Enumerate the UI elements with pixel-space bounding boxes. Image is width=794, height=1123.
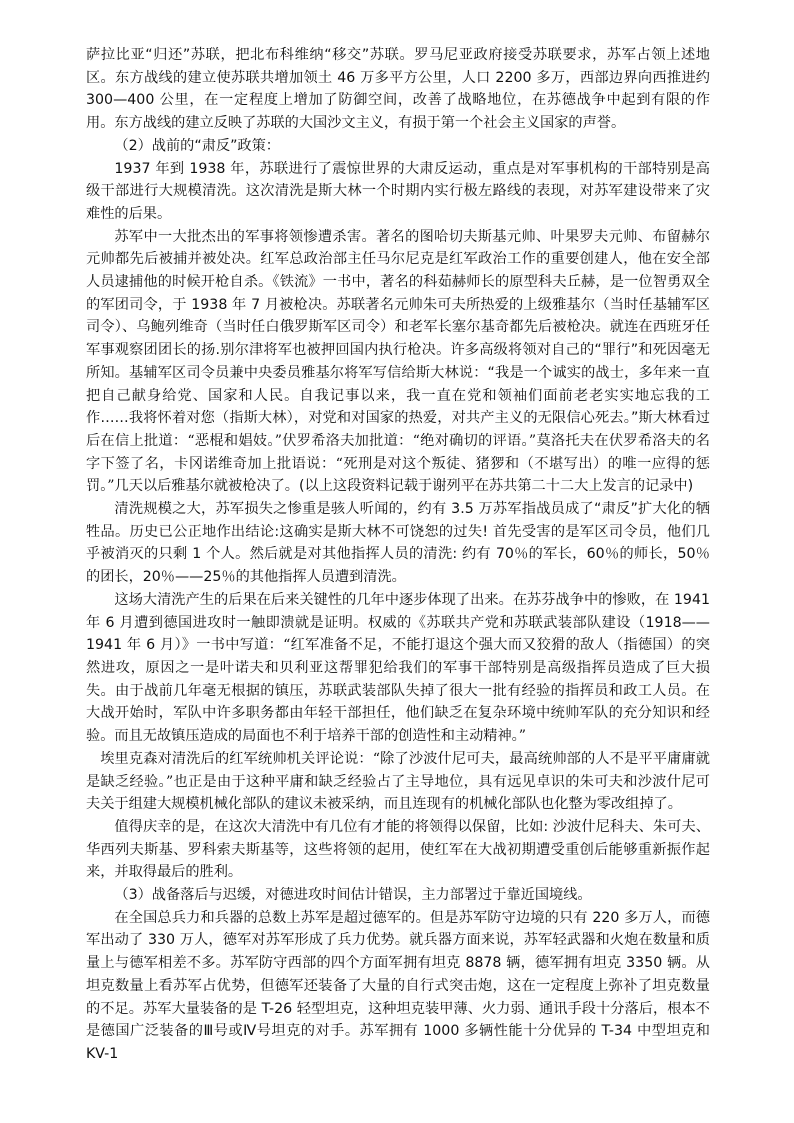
body-text: 也正是由于这种平庸和缺乏经验占了主导地位，具有远见卓识的朱可夫和沙波什尼可夫关于组建大规模机械化部队的建议未被采纳，而且连现有的机械化部队也化整为零改组掉了。 — [86, 773, 710, 813]
body-text: 这场大清洗产生的后果在后来关键性的几年中逐步体现了出来。在苏芬战争中的惨败，在 1941 年 6 月遭到德国进攻时一触即溃就是证明。权威的《苏联共产党和苏联武装部队建设（1918——1941 年 6 月）》一书中写道： — [86, 591, 710, 654]
paragraph-7 — [86, 816, 710, 884]
body-text: （3）战备落后与迟缓，对德进攻时间估计错误，主力部署过于靠近国境线。 — [114, 887, 592, 904]
paragraph-6 — [86, 748, 710, 816]
paragraph-9 — [86, 907, 710, 1066]
paragraph-1 — [86, 135, 710, 158]
paragraph-4 — [86, 498, 710, 589]
body-text: （2）战前的“肃反”政策： — [114, 137, 280, 154]
quoted-text: “绝对确切的评语。”莫洛托夫在伏罗希洛夫的名字下签了名，卡冈诺维奇加上批语说：“死刑是对这个叛徒、猪猡和（不堪写出）的唯一应得的惩罚。” — [86, 432, 710, 495]
paragraph-0 — [86, 44, 710, 135]
paragraph-8 — [86, 884, 710, 907]
paragraph-5 — [86, 589, 710, 748]
quoted-text: “红军准备不足，不能打退这个强大而又狡猾的敌人（指德国）的突然进攻，原因之一是叶诺夫和贝利亚这帮罪犯给我们的军事干部特别是高级指挥员造成了巨大损失。由于战前几年毫无根据的镇压，苏联武装部队失掉了很大一批有经验的指挥员和政工人员。在大战开始时，军队中许多职务都由年轻干部担任，他们缺乏在复杂环境中统帅军队的充分知识和经验。而且无故镇压造成的局面也不利于培养干部的创造性和主动精神。” — [86, 637, 710, 745]
body-text: 苏军中一大批杰出的军事将领惨遭杀害。著名的图哈切夫斯基元帅、叶果罗夫元帅、布留赫尔元帅都先后被捕并被处决。红军总政治部主任马尔尼克是红军政治工作的重要创建人，他在安全部人员逮捕他的时候开枪自杀。《铁流》一书中，著名的科茹赫师长的原型科夫丘赫，是一位智勇双全的军团司令，于 1938 年 7 月被枪决。苏联著名元帅朱可夫所热爱的上级雅基尔（当时任基辅军区司令）、乌鲍列维奇（当时任白俄罗斯军区司令）和老军长塞尔基奇都先后被枪决。就连在西班牙任军事观察团团长的扬.别尔津将军也被押回国内执行枪决。许多高级将领对自己的“罪行”和死因毫无所知。基辅军区司令员兼中央委员雅基尔将军写信给斯大林说：“我是一个诚实的战士，多年来一直把自己献身给党、国家和人民。自我记事以来，我一直在党和领袖们面前老老实实地忘我的工作……我将怀着对您（指斯大林），对党和对国家的热爱，对共产主义的无限信心死去。”斯大林看过后在信上批道： — [86, 228, 710, 449]
quoted-text: “恶棍和娼妓。” — [187, 432, 282, 449]
body-text: 几天以后雅基尔就被枪决了。(以上这段资料记载于谢列平在苏共第二十二大上发言的记录中) — [114, 478, 694, 495]
document-page — [86, 44, 710, 1066]
body-text: 伏罗希洛夫加批道： — [281, 432, 413, 449]
body-text: 萨拉比亚“归还”苏联，把北布科维纳“移交”苏联。罗马尼亚政府接受苏联要求，苏军占领上述地区。东方战线的建立使苏联共增加领土 46 万多平方公里，人口 2200 多万，西部边界向西推进约 300—400 公里，在一定程度上增加了防御空间，改善了战略地位，在苏德战争中起到有限的作用。东方战线的建立反映了苏联的大国沙文主义，有损于第一个社会主义国家的声誉。 — [86, 47, 710, 132]
body-text: 1937 年到 1938 年，苏联进行了震惊世界的大肃反运动，重点是对军事机构的干部特别是高级干部进行大规模清洗。这次清洗是斯大林一个时期内实行极左路线的表现，对苏军建设带来了灾难性的后果。 — [86, 160, 710, 222]
quoted-text: “除了沙波什尼可夫，最高统帅部的人不是平平庸庸就是缺乏经验。” — [86, 750, 710, 790]
paragraph-2 — [86, 158, 710, 226]
paragraph-3 — [86, 226, 710, 498]
body-text: 值得庆幸的是，在这次大清洗中有几位有才能的将领得以保留，比如: 沙波什尼科夫、朱可夫、华西列夫斯基、罗科索夫斯基等，这些将领的起用，使红军在大战初期遭受重创后能够重新振作起来，并取得最后的胜利。 — [86, 818, 710, 881]
body-text: 在全国总兵力和兵器的总数上苏军是超过德军的。但是苏军防守边境的只有 220 多万人，而德军出动了 330 万人，德军对苏军形成了兵力优势。就兵器方面来说，苏军轻武器和火炮在数量和质量上与德军相差不多。苏军防守西部的四个方面军拥有坦克 8878 辆，德军拥有坦克 3350 辆。从坦克数量上看苏军占优势，但德军还装备了大量的自行式突击炮，这在一定程度上弥补了坦克数量的不足。苏军大量装备的是 T-26 轻型坦克，这种坦克装甲薄、火力弱、通讯手段十分落后，根本不是德国广泛装备的Ⅲ号或Ⅳ号坦克的对手。苏军拥有 1000 多辆性能十分优异的 T-34 中型坦克和 KV-1 — [86, 909, 710, 1062]
body-text: 埃里克森对清洗后的红军统帅机关评论说： — [100, 750, 373, 767]
body-text: 清洗规模之大，苏军损失之惨重是骇人听闻的，约有 3.5 万苏军指战员成了“肃反”扩大化的牺牲品。历史已公正地作出结论:这确实是斯大林不可饶恕的过失! 首先受害的是军区司令员，他们几乎被消灭的只剩 1 个人。然后就是对其他指挥人员的清洗: 约有 70％的军长，60％的师长，50％的团长，20％——25％的其他指挥人员遭到清洗。 — [86, 501, 710, 586]
